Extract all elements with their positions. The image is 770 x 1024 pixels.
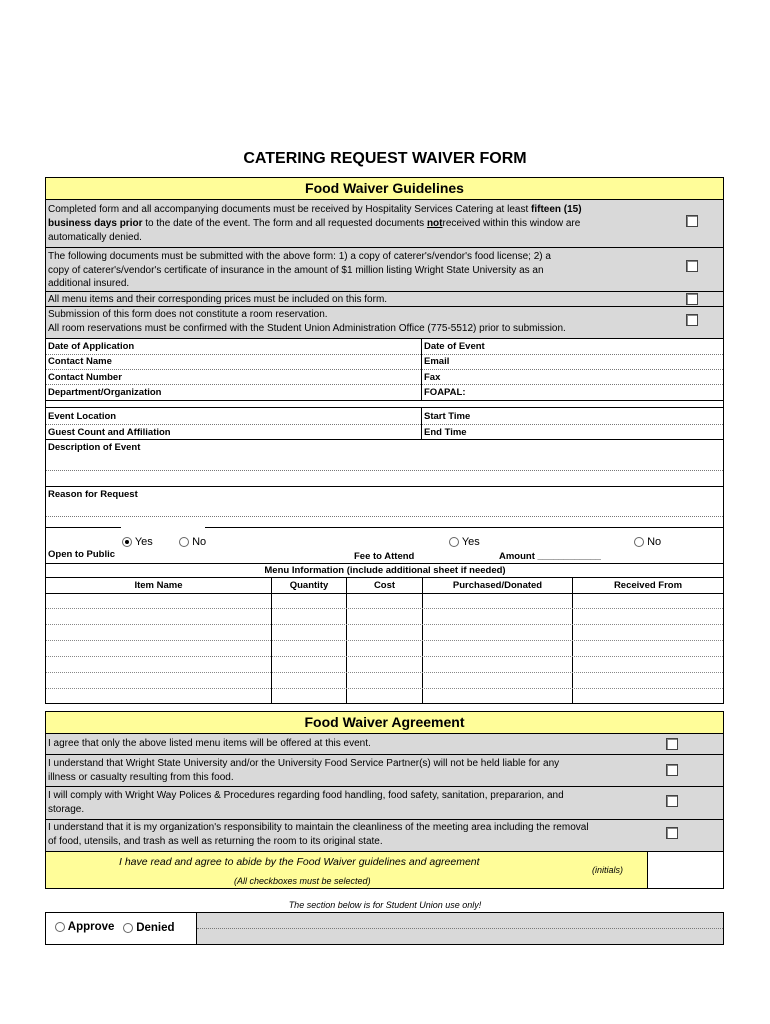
table-row[interactable] [46, 672, 723, 673]
open-public-yes-label: Yes [134, 536, 153, 548]
approve-option[interactable] [55, 921, 114, 933]
col-item-name: Item Name [134, 580, 183, 591]
col-purchased-donated: Purchased/Donated [452, 580, 543, 591]
event-rule [46, 439, 723, 440]
checkbox-note: (All checkboxes must be selected) [234, 876, 371, 886]
table-row[interactable] [46, 608, 723, 609]
date-of-application-label: Date of Application [48, 341, 135, 352]
amount-label: Amount ____________ [499, 551, 601, 562]
agreement-item-4-checkbox[interactable] [666, 827, 678, 839]
table-row[interactable] [46, 656, 723, 657]
col-cost: Cost [373, 580, 396, 591]
event-divider [421, 407, 422, 439]
contact-name-label: Contact Name [48, 356, 112, 367]
fax-label: Fax [424, 372, 441, 383]
guideline-4-checkbox[interactable] [686, 314, 698, 326]
foapal-label: FOAPAL: [424, 387, 466, 398]
guideline-1-part-d: to the date of the event. The form and all requested documents [145, 218, 425, 229]
guideline-2-line-2: copy of caterer's/vendor's certificate of insurance in the amount of $1 million listing Wright State University as an [48, 264, 544, 276]
agreement-item-2-text [48, 757, 559, 785]
email-label: Email [424, 356, 450, 367]
reason-rule [46, 527, 121, 528]
open-public-no-label: No [192, 536, 207, 548]
menu-rule [46, 593, 723, 594]
guideline-1-business-days: business days prior [48, 218, 143, 229]
agreement-item-2-line-1: I understand that Wright State University and/or the University Food Service Partner(s) will not be held liable for any [48, 758, 560, 769]
agreement-item-4-line-2: of food, utensils, and trash as well as returning the room to its original state. [48, 836, 383, 847]
menu-title: Menu Information (include additional sheet if needed) [264, 565, 506, 576]
guideline-3-text: All menu items and their corresponding prices must be included on this form. [48, 294, 388, 305]
agreement-header: Food Waiver Agreement [46, 712, 723, 734]
guideline-1-part-f: received within this window are [442, 218, 581, 229]
guideline-2-line-3: additional insured. [48, 278, 130, 289]
col-quantity: Quantity [289, 580, 329, 591]
denied-option[interactable] [123, 922, 175, 934]
open-public-no-radio[interactable] [179, 537, 189, 547]
guidelines-header: Food Waiver Guidelines [46, 178, 723, 200]
info-rule [46, 384, 723, 385]
initials-input[interactable] [648, 852, 723, 888]
agreement-item-4-text [48, 821, 589, 849]
guideline-4-line-2: All room reservations must be confirmed with the Student Union Administration Office (775-5512) prior to submission. [48, 323, 566, 334]
agreement-item-4-line-1: I understand that it is my organization's responsibility to maintain the cleanliness of the meeting area including the removal [48, 822, 589, 833]
fee-no-radio[interactable] [634, 537, 644, 547]
description-rule [46, 470, 723, 471]
event-rule [46, 407, 723, 408]
date-of-event-label: Date of Event [424, 341, 485, 352]
event-rule [46, 424, 723, 425]
open-public-no[interactable] [179, 535, 206, 549]
description-label: Description of Event [48, 442, 141, 453]
col-received-from: Received From [613, 580, 683, 591]
page-title: CATERING REQUEST WAIVER FORM [243, 150, 527, 167]
guideline-3-checkbox[interactable] [686, 293, 698, 305]
guideline-4-text [48, 308, 566, 336]
agreement-item-2-line-2: illness or casualty resulting from this food. [48, 772, 234, 783]
guideline-1-fifteen: fifteen (15) [531, 204, 582, 215]
agreement-item-3-line-2: storage. [48, 804, 85, 815]
guideline-1-not: not [426, 218, 443, 229]
approve-radio[interactable] [55, 922, 65, 932]
guideline-2-text [48, 250, 678, 291]
table-row[interactable] [46, 688, 723, 689]
menu-rule [46, 577, 723, 578]
open-to-public-label: Open to Public [48, 549, 116, 560]
guest-count-label: Guest Count and Affiliation [48, 427, 171, 438]
guideline-1-part-a: Completed form and all accompanying documents must be received by Hospitality Services Catering at least [48, 204, 529, 215]
fee-no[interactable] [634, 535, 661, 549]
approve-label: Approve [67, 921, 115, 933]
fee-no-label: No [647, 536, 662, 548]
agreement-item-1-text: I agree that only the above listed menu items will be offered at this event. [48, 738, 371, 749]
guideline-4-line-1: Submission of this form does not constitute a room reservation. [48, 309, 328, 320]
reason-rule [205, 527, 723, 528]
guideline-2-line-1: The following documents must be submitted with the above form: 1) a copy of caterer's/vendor's food license; 2) a [48, 251, 551, 262]
agreement-item-3-text [48, 789, 564, 817]
guideline-2-checkbox[interactable] [686, 260, 698, 272]
signature-statement: I have read and agree to abide by the Food Waiver guidelines and agreement [119, 856, 480, 868]
admin-remarks-rule [197, 928, 723, 929]
agreement-item-2-checkbox[interactable] [666, 764, 678, 776]
guideline-1-text [48, 203, 678, 245]
menu-rule [46, 563, 723, 564]
event-location-label: Event Location [48, 411, 117, 422]
info-rule [46, 369, 723, 370]
fee-yes-label: Yes [461, 536, 480, 548]
start-time-label: Start Time [424, 411, 471, 422]
contact-number-label: Contact Number [48, 372, 122, 383]
reason-rule [46, 516, 723, 517]
info-rule [46, 354, 723, 355]
fee-to-attend-label: Fee to Attend [354, 551, 415, 562]
agreement-item-1-checkbox[interactable] [666, 738, 678, 750]
info-rule [46, 400, 723, 401]
admin-note: The section below is for Student Union use only! [288, 900, 482, 910]
guideline-1-part-g: automatically denied. [48, 232, 142, 243]
agreement-item-3-checkbox[interactable] [666, 795, 678, 807]
open-public-yes[interactable] [122, 535, 153, 549]
fee-yes-radio[interactable] [449, 537, 459, 547]
agreement-item-3-line-1: I will comply with Wright Way Polices & Procedures regarding food handling, food safety, sanitation, prepararion, and [48, 790, 564, 801]
denied-radio[interactable] [123, 923, 133, 933]
reason-label: Reason for Request [48, 489, 138, 500]
table-row[interactable] [46, 624, 723, 625]
end-time-label: End Time [424, 427, 467, 438]
guideline-1-checkbox[interactable] [686, 215, 698, 227]
denied-label: Denied [136, 922, 175, 934]
description-rule [46, 486, 723, 487]
open-public-yes-radio[interactable] [122, 537, 132, 547]
initials-label: (initials) [592, 865, 624, 875]
fee-yes[interactable] [449, 535, 480, 549]
department-label: Department/Organization [48, 387, 162, 398]
table-row[interactable] [46, 640, 723, 641]
